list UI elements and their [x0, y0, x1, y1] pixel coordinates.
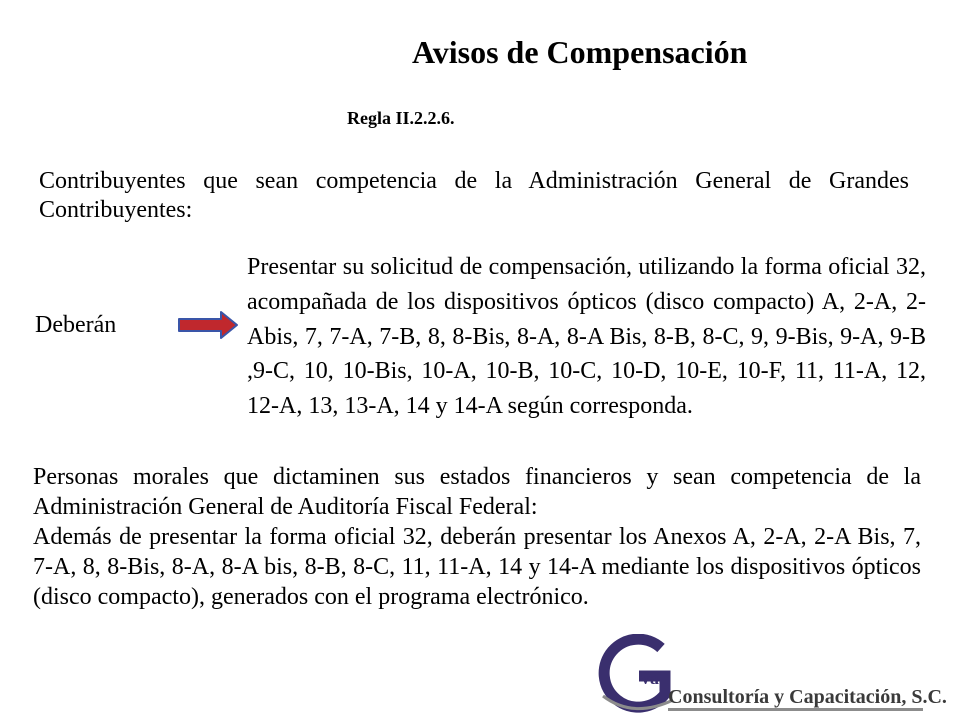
logo-mark-text: va	[641, 668, 659, 688]
rule-reference: Regla II.2.2.6.	[347, 108, 455, 128]
personas-heading: Personas morales que dictaminen sus estados financieros y sean competencia de la Administración General de Auditoría Fiscal Federal:	[33, 464, 921, 520]
page-title: Avisos de Compensación	[412, 34, 748, 70]
action-label: Deberán	[35, 312, 117, 338]
personas-body: Además de presentar la forma oficial 32, deberán presentar los Anexos A, 2-A, 2-A Bis, 7, 7-A, 8, 8-Bis, 8-A, 8-A bis, 8-B, 8-C, 11, 11-A, 14 y 14-A mediante los dispositivos ópticos (disco compacto), generados con el programa electrónico.	[33, 524, 921, 610]
personas-section	[33, 462, 921, 612]
right-arrow-icon	[177, 310, 239, 340]
logo-underline	[668, 708, 923, 711]
requirement-paragraph: Presentar su solicitud de compensación, utilizando la forma oficial 32, acompañada de los dispositivos ópticos (disco compacto) A, 2-A, 2-Abis, 7, 7-A, 7-B, 8, 8-Bis, 8-A, 8-A Bis, 8-B, 8-C, 9, 9-Bis, 9-A, 9-B ,9-C, 10, 10-Bis, 10-A, 10-B, 10-C, 10-D, 10-E, 10-F, 11, 11-A, 12, 12-A, 13, 13-A, 14 y 14-A según corresponda.	[247, 254, 926, 420]
intro-paragraph: Contribuyentes que sean competencia de la Administración General de Grandes Contribuyentes:	[39, 168, 909, 223]
company-name: Consultoría y Capacitación, S.C.	[668, 686, 947, 708]
